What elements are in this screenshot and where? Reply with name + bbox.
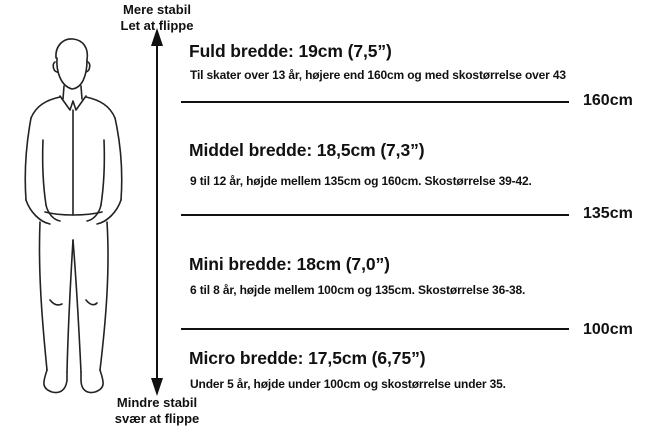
size-heading-middel: Middel bredde: 18,5cm (7,3”): [189, 140, 425, 160]
bottom-axis-label-line1: Mindre stabil: [116, 395, 198, 410]
height-marker-160: 160cm: [583, 92, 633, 109]
size-heading-fuld: Fuld bredde: 19cm (7,5”): [189, 41, 392, 61]
size-heading-mini: Mini bredde: 18cm (7,0”): [189, 254, 390, 274]
bottom-axis-label: [102, 395, 212, 427]
stability-arrow: [151, 28, 163, 396]
height-divider-135: [181, 214, 569, 216]
size-description-middel: 9 til 12 år, højde mellem 135cm og 160cm. Skostørrelse 39-42.: [190, 174, 532, 188]
top-axis-label: [104, 2, 210, 34]
size-description-mini: 6 til 8 år, højde mellem 100cm og 135cm. Skostørrelse 36-38.: [190, 283, 526, 297]
top-axis-label-line1: Mere stabil: [123, 2, 191, 17]
bottom-axis-label-line2: svær at flippe: [114, 411, 200, 426]
height-marker-135: 135cm: [583, 205, 633, 222]
top-axis-label-line2: Let at flippe: [120, 18, 194, 33]
height-divider-100: [181, 328, 569, 330]
size-description-micro: Under 5 år, højde under 100cm og skostørrelse under 35.: [190, 377, 506, 391]
height-marker-100: 100cm: [583, 321, 633, 338]
size-description-fuld: Til skater over 13 år, højere end 160cm og med skostørrelse over 43: [190, 68, 566, 82]
height-divider-160: [181, 101, 569, 103]
size-heading-micro: Micro bredde: 17,5cm (6,75”): [189, 348, 426, 368]
